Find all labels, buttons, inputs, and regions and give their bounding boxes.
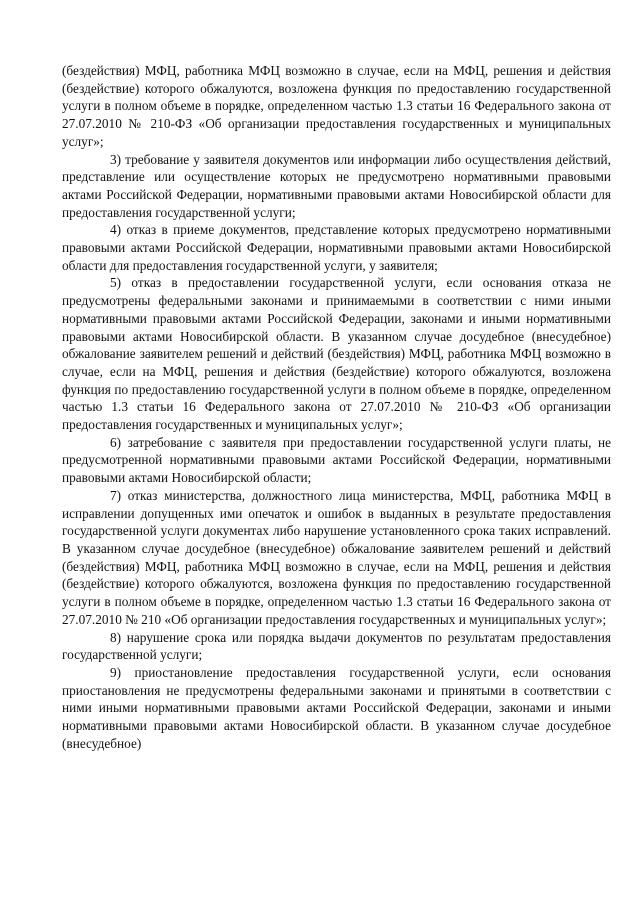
- paragraph-continuation: (бездействия) МФЦ, работника МФЦ возможно в случае, если на МФЦ, решения и действия (бездействие) которого обжалуются, возложена функция по предоставлению государственной услуги в полном объеме в порядке, определенном частью 1.3 статьи 16 Федерального закона от 27.07.2010 № 210-ФЗ «Об организации предоставления государственных и муниципальных услуг»;: [62, 63, 611, 149]
- document-page: [62, 62, 611, 752]
- paragraph-item-3: 3) требование у заявителя документов или информации либо осуществления действий, представление или осуществление которых не предусмотрено нормативными правовыми актами Российской Федерации, нормативными правовыми актами Новосибирской области для предоставления государственной услуги;: [62, 151, 611, 220]
- paragraph-item-8: 8) нарушение срока или порядка выдачи документов по результатам предоставления государственной услуги;: [62, 629, 611, 663]
- paragraph-item-7: 7) отказ министерства, должностного лица министерства, МФЦ, работника МФЦ в исправлении допущенных ими опечаток и ошибок в выданных в результате предоставления государственной услуги документах либо нарушение установленного срока таких исправлений. В указанном случае досудебное (внесудебное) обжалование заявителем решений и действий (бездействия) МФЦ, работника МФЦ возможно в случае, если на МФЦ, решения и действия (бездействие) которого обжалуются, возложена функция по предоставлению государственной услуги в полном объеме в порядке, определенном частью 1.3 статьи 16 Федерального закона от 27.07.2010 № 210 «Об организации предоставления государственных и муниципальных услуг»;: [62, 487, 611, 627]
- paragraph-item-4: 4) отказ в приеме документов, представление которых предусмотрено нормативными правовыми актами Российской Федерации, нормативными правовыми актами Новосибирской области для предоставления государственной услуги, у заявителя;: [62, 222, 611, 273]
- paragraph-item-5: 5) отказ в предоставлении государственной услуги, если основания отказа не предусмотрены федеральными законами и принимаемыми в соответствии с ними иными нормативными правовыми актами Российской Федерации, законами и иными нормативными правовыми актами Новосибирской области. В указанном случае досудебное (внесудебное) обжалование заявителем решений и действий (бездействия) МФЦ, работника МФЦ возможно в случае, если на МФЦ, решения и действия (бездействие) которого обжалуются, возложена функция по предоставлению государственной услуги в полном объеме в порядке, определенном частью 1.3 статьи 16 Федерального закона от 27.07.2010 № 210-ФЗ «Об организации предоставления государственных и муниципальных услуг»;: [62, 275, 611, 433]
- paragraph-item-6: 6) затребование с заявителя при предоставлении государственной услуги платы, не предусмотренной нормативными правовыми актами Российской Федерации, нормативными правовыми актами Новосибирской области;: [62, 434, 611, 486]
- paragraph-item-9: 9) приостановление предоставления государственной услуги, если основания приостановления не предусмотрены федеральными законами и принятыми в соответствии с ними иными нормативными правовыми актами Российской Федерации, законами и иными нормативными правовыми актами Новосибирской области. В указанном случае досудебное (внесудебное): [62, 664, 611, 751]
